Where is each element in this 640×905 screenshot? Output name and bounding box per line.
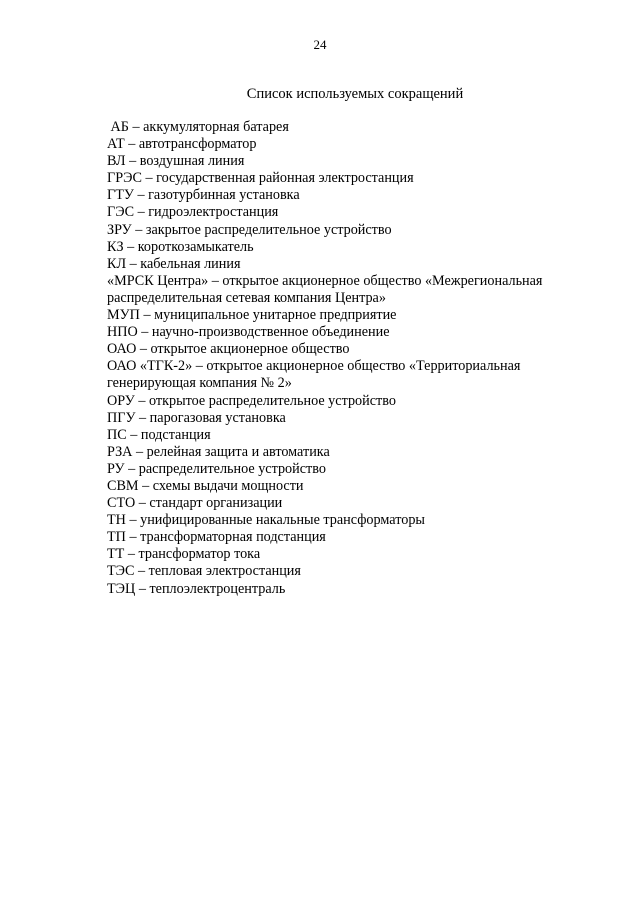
abbreviation-item: ТЭЦ – теплоэлектроцентраль <box>107 580 286 597</box>
abbreviation-item: АТ – автотрансформатор <box>107 136 257 153</box>
abbreviation-item: ЗРУ – закрытое распределительное устройство <box>107 221 392 238</box>
page-number: 24 <box>313 37 327 52</box>
abbreviation-item: КЗ – короткозамыкатель <box>107 238 254 255</box>
abbreviation-item: ТТ – трансформатор тока <box>107 546 261 563</box>
abbreviation-item: КЛ – кабельная линия <box>107 255 241 272</box>
abbreviation-item: МУП – муниципальное унитарное предприятие <box>107 307 397 324</box>
abbreviation-item: РУ – распределительное устройство <box>107 460 326 477</box>
abbreviation-list <box>107 119 587 598</box>
abbreviation-item: СТО – стандарт организации <box>107 495 283 512</box>
abbreviation-item: ОРУ – открытое распределительное устройство <box>107 392 396 409</box>
abbreviation-item: распределительная сетевая компания Центра» <box>107 289 386 306</box>
abbreviation-item: ГРЭС – государственная районная электростанция <box>107 170 414 187</box>
abbreviation-item: СВМ – схемы выдачи мощности <box>107 477 304 494</box>
abbreviation-item: ГЭС – гидроэлектростанция <box>107 204 279 221</box>
abbreviation-item: АБ – аккумуляторная батарея <box>107 119 289 135</box>
abbreviation-item: НПО – научно-производственное объединение <box>107 324 390 341</box>
abbreviation-item: «МРСК Центра» – открытое акционерное общество «Межрегиональная <box>107 272 543 289</box>
page-title: Список используемых сокращений <box>246 86 464 102</box>
abbreviation-item: ГТУ – газотурбинная установка <box>107 187 300 204</box>
abbreviation-item: ТЭС – тепловая электростанция <box>107 563 301 580</box>
abbreviation-item: ТП – трансформаторная подстанция <box>107 529 326 546</box>
abbreviation-item: ВЛ – воздушная линия <box>107 153 245 170</box>
abbreviation-item: ТН – унифицированные накальные трансформаторы <box>107 512 425 529</box>
abbreviation-item: РЗА – релейная защита и автоматика <box>107 443 330 460</box>
abbreviation-item: ОАО – открытое акционерное общество <box>107 341 350 358</box>
abbreviation-item: ПГУ – парогазовая установка <box>107 409 286 426</box>
abbreviation-item: ОАО «ТГК-2» – открытое акционерное общество «Территориальная <box>107 358 521 375</box>
abbreviation-item: ПС – подстанция <box>107 426 211 443</box>
abbreviation-item: генерирующая компания № 2» <box>107 375 292 392</box>
